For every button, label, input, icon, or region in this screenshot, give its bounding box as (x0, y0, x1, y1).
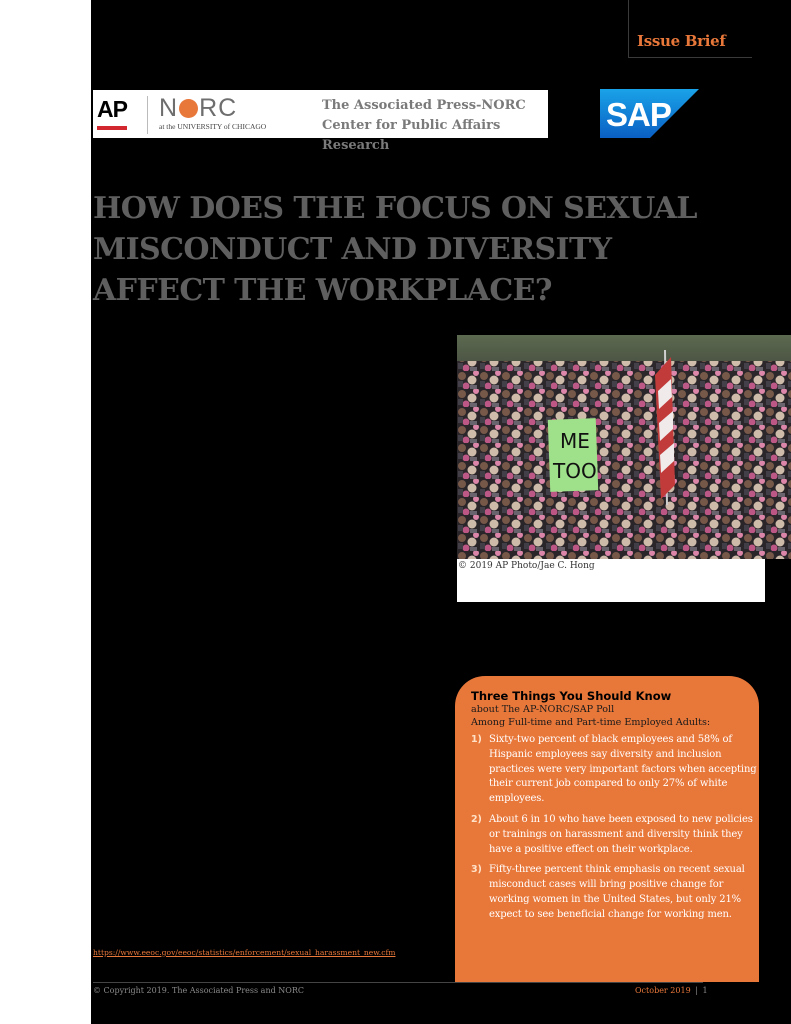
finding-text: Sixty-two percent of black employees and 58% of Hispanic employees say diversity and inclusion practices were very important factors when accepting their current job compared to only 27% of white employees. (489, 734, 757, 805)
protest-photo-illustration (457, 335, 791, 559)
finding-number: 1) (471, 734, 482, 745)
photo-caption-box (457, 559, 765, 602)
finding-item (471, 813, 757, 857)
page-number: 1 (702, 986, 708, 995)
photo-caption: © 2019 AP Photo/Jae C. Hong (458, 561, 595, 571)
protest-photo (457, 335, 791, 559)
sap-logo (600, 89, 699, 138)
norc-logo-suffix: RC (199, 94, 238, 122)
finding-number: 2) (471, 813, 482, 825)
key-findings-callout (455, 676, 759, 982)
norc-o-icon (179, 99, 198, 118)
finding-number: 3) (471, 864, 482, 876)
sap-logo-text: SAP (606, 96, 671, 133)
issue-brief-box (628, 0, 752, 58)
findings-list (471, 733, 759, 923)
document-page (91, 0, 791, 1024)
me-too-sign-line-2: TOO (553, 459, 597, 483)
footer-divider (93, 982, 703, 983)
norc-logo (159, 94, 237, 123)
me-too-sign-line-1: ME (560, 429, 590, 453)
page-title-line-3: AFFECT THE WORKPLACE? (93, 273, 552, 308)
finding-item (471, 733, 757, 807)
page-title-line-1: HOW DOES THE FOCUS ON SEXUAL (93, 191, 697, 226)
logo-divider (147, 96, 148, 134)
callout-title: Three Things You Should Know (471, 689, 672, 703)
finding-text: Fifty-three percent think emphasis on recent sexual misconduct cases will bring positive change for working women in the United States, but only 21% expect to see beneficial change for working men. (489, 864, 745, 920)
finding-item (471, 863, 757, 922)
partner-logo-strip (93, 90, 548, 153)
finding-text: About 6 in 10 who have been exposed to new policies or trainings on harassment and diversity think they have a positive effect on their workplace. (489, 813, 753, 855)
callout-subtitle-line-1: about The AP-NORC/SAP Poll (471, 704, 615, 715)
page-title (93, 188, 733, 311)
callout-subtitle-line-2: Among Full-time and Part-time Employed Adults: (471, 717, 711, 728)
issue-brief-label: Issue Brief (637, 32, 726, 50)
footer-copyright: © Copyright 2019. The Associated Press and NORC (93, 986, 304, 995)
footer-date: October 2019 (635, 986, 691, 995)
norc-logo-prefix: N (159, 94, 179, 122)
ap-logo: AP (97, 96, 127, 122)
eeoc-footnote-link[interactable]: https://www.eeoc.gov/eeoc/statistics/enforcement/sexual_harassment_new.cfm (93, 948, 396, 957)
norc-subtitle: at the UNIVERSITY of CHICAGO (159, 122, 267, 131)
page-title-line-2: MISCONDUCT AND DIVERSITY (93, 232, 612, 267)
footer-separator: | (695, 986, 698, 995)
apnorc-line-2: Center for Public Affairs Research (322, 118, 501, 153)
apnorc-center-name (322, 96, 548, 156)
footer-date-page (635, 986, 708, 995)
ap-logo-underline (97, 126, 127, 130)
apnorc-line-1: The Associated Press-NORC (322, 98, 526, 113)
